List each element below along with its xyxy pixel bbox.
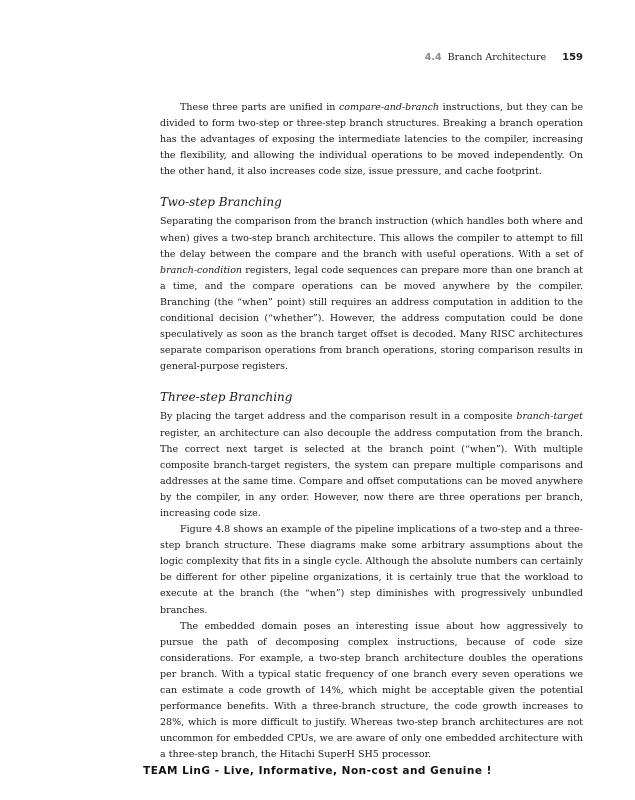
heading-two-step: Two-step Branching xyxy=(160,195,282,210)
three-step-paragraph-3: The embedded domain poses an interesting issue about how aggressively to pursue the path of decomposing complex instructions, because of code size considerations. For example, a two-step branch architecture doubles the operations per branch. With a typical static frequency of one branch every seven operations we can estimate a code growth of 14%, which might be acceptable given the potential performance benefits. With a three-branch structure, the code growth increases to 28%, which is more difficult to justify. Whereas two-step branch architectures are not uncommon for embedded CPUs, we are aware of only one embedded architecture with a three-step branch, the Hitachi SuperH SH5 processor. xyxy=(160,620,583,761)
three-step-text-1: By placing the target address and the comparison result in a composite xyxy=(160,411,517,423)
three-step-emphasis: branch-target xyxy=(516,411,583,423)
two-step-text-2: registers, legal code sequences can prepare more than one branch at a time, and the compare operations can be moved anywhere by the compiler. Branching (the “when” point) still requires an address computation in addition to the conditional decision (“whether”). However, the address computation could be done speculatively as soon as the branch target offset is decoded. Many RISC architectures separate comparison operations from branch operations, storing comparison results in general-purpose registers. xyxy=(160,264,583,373)
footer-banner: TEAM LinG - Live, Informative, Non-cost and Genuine ! xyxy=(143,765,492,777)
intro-text-2: instructions, but they can be divided to form two-step or three-step branch structures. Breaking a branch operation has the advantages of exposing the intermediate latencies to the compiler, increasing the flexibility, and allowing the individual operations to be moved independently. On the other hand, it also increases code size, issue pressure, and cache footprint. xyxy=(160,102,583,178)
three-step-paragraph-2: Figure 4.8 shows an example of the pipeline implications of a two-step and a three-step branch structure. These diagrams make some arbitrary assumptions about the logic complexity that fits in a single cycle. Although the absolute numbers can certainly be different for other pipeline organizations, it is certainly true that the workload to execute at the branch (the “when”) step diminishes with progressively unbundled branches. xyxy=(160,524,583,616)
intro-paragraph xyxy=(160,100,583,180)
two-step-paragraph xyxy=(160,214,583,375)
intro-emphasis: compare-and-branch xyxy=(338,102,440,113)
three-step-text-2: register, an architecture can also decouple the address computation from the branch. The correct next target is selected at the branch point (“when”). With multiple composite branch-target registers, the system can prepare multiple comparisons and addresses at the same time. Compare and offset computations can be moved anywhere by the compiler, in any order. However, now there are three operations per branch, increasing code size. xyxy=(160,427,583,519)
page-number: 159 xyxy=(562,52,583,63)
running-head xyxy=(425,52,583,63)
section-title: Branch Architecture xyxy=(447,52,547,63)
page-body xyxy=(160,100,583,763)
two-step-text-1: Separating the comparison from the branch instruction (which handles both where and when) gives a two-step branch architecture. This allows the compiler to attempt to fill the delay between the compare and the branch with useful operations. With a set of xyxy=(160,216,583,260)
three-step-paragraph-1 xyxy=(160,409,583,522)
intro-text-1: These three parts are unified in xyxy=(180,102,339,113)
two-step-emphasis: branch-condition xyxy=(160,264,243,276)
section-number: 4.4 xyxy=(424,52,442,63)
heading-three-step: Three-step Branching xyxy=(160,390,293,405)
